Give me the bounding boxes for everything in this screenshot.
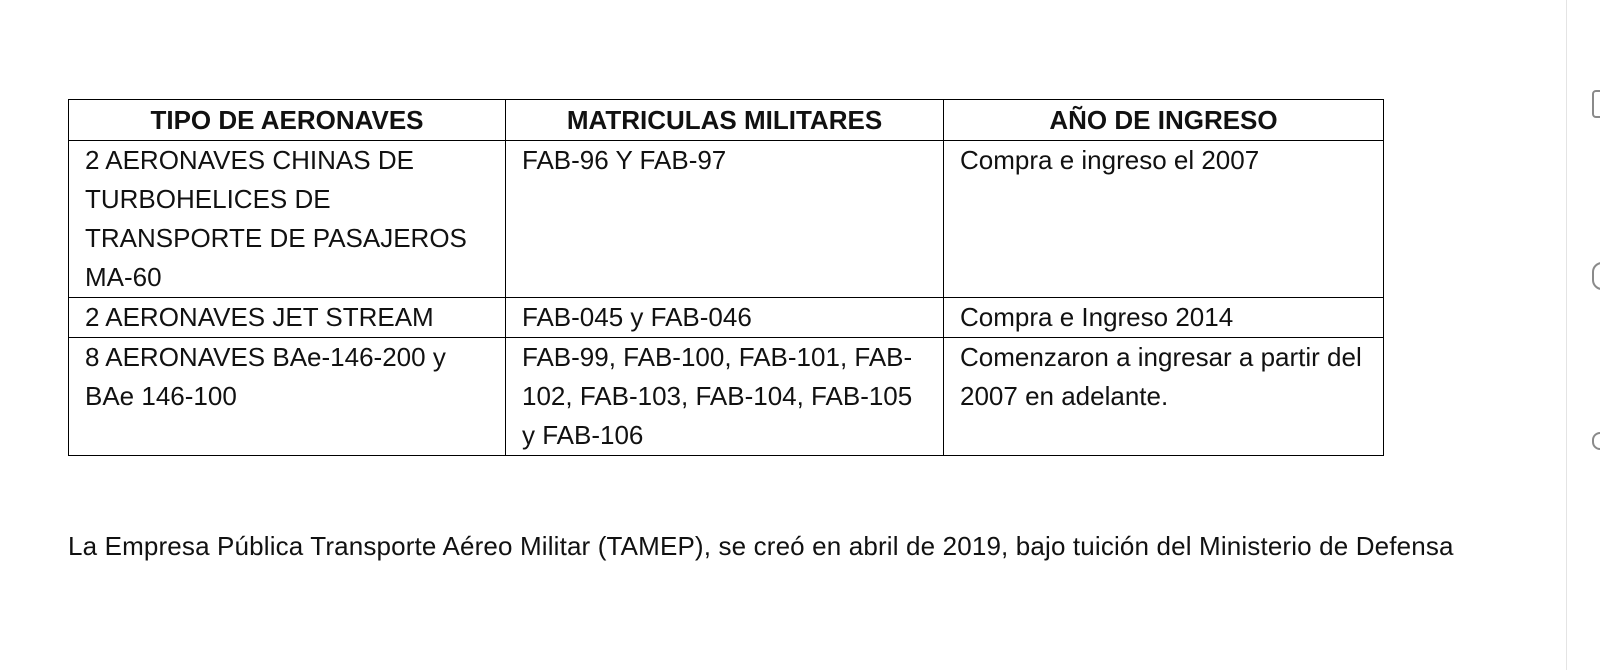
header-matriculas: MATRICULAS MILITARES [506,100,944,141]
table-row [69,338,1384,456]
cell-tipo: 2 AERONAVES CHINAS DE TURBOHELICES DE TRANSPORTE DE PASAJEROS MA-60 [69,141,506,298]
cell-matriculas: FAB-96 Y FAB-97 [506,141,944,298]
panel-tab-icon[interactable] [1592,90,1600,118]
table-row [69,298,1384,338]
panel-circle-icon[interactable] [1592,262,1600,290]
cell-tipo: 2 AERONAVES JET STREAM [69,298,506,338]
cell-ingreso: Comenzaron a ingresar a partir del 2007 en adelante. [944,338,1384,456]
cell-ingreso: Compra e ingreso el 2007 [944,141,1384,298]
cell-tipo: 8 AERONAVES BAe-146-200 y BAe 146-100 [69,338,506,456]
table-header-row [69,100,1384,141]
cell-matriculas: FAB-99, FAB-100, FAB-101, FAB-102, FAB-103, FAB-104, FAB-105 y FAB-106 [506,338,944,456]
body-paragraph: La Empresa Pública Transporte Aéreo Militar (TAMEP), se creó en abril de 2019, bajo tuición del Ministerio de Defensa [68,531,1454,561]
cell-ingreso: Compra e Ingreso 2014 [944,298,1384,338]
cell-matriculas: FAB-045 y FAB-046 [506,298,944,338]
table-row [69,141,1384,298]
panel-arrow-icon[interactable] [1592,432,1600,450]
aircraft-table [68,99,1384,456]
header-tipo: TIPO DE AERONAVES [69,100,506,141]
header-ingreso: AÑO DE INGRESO [944,100,1384,141]
